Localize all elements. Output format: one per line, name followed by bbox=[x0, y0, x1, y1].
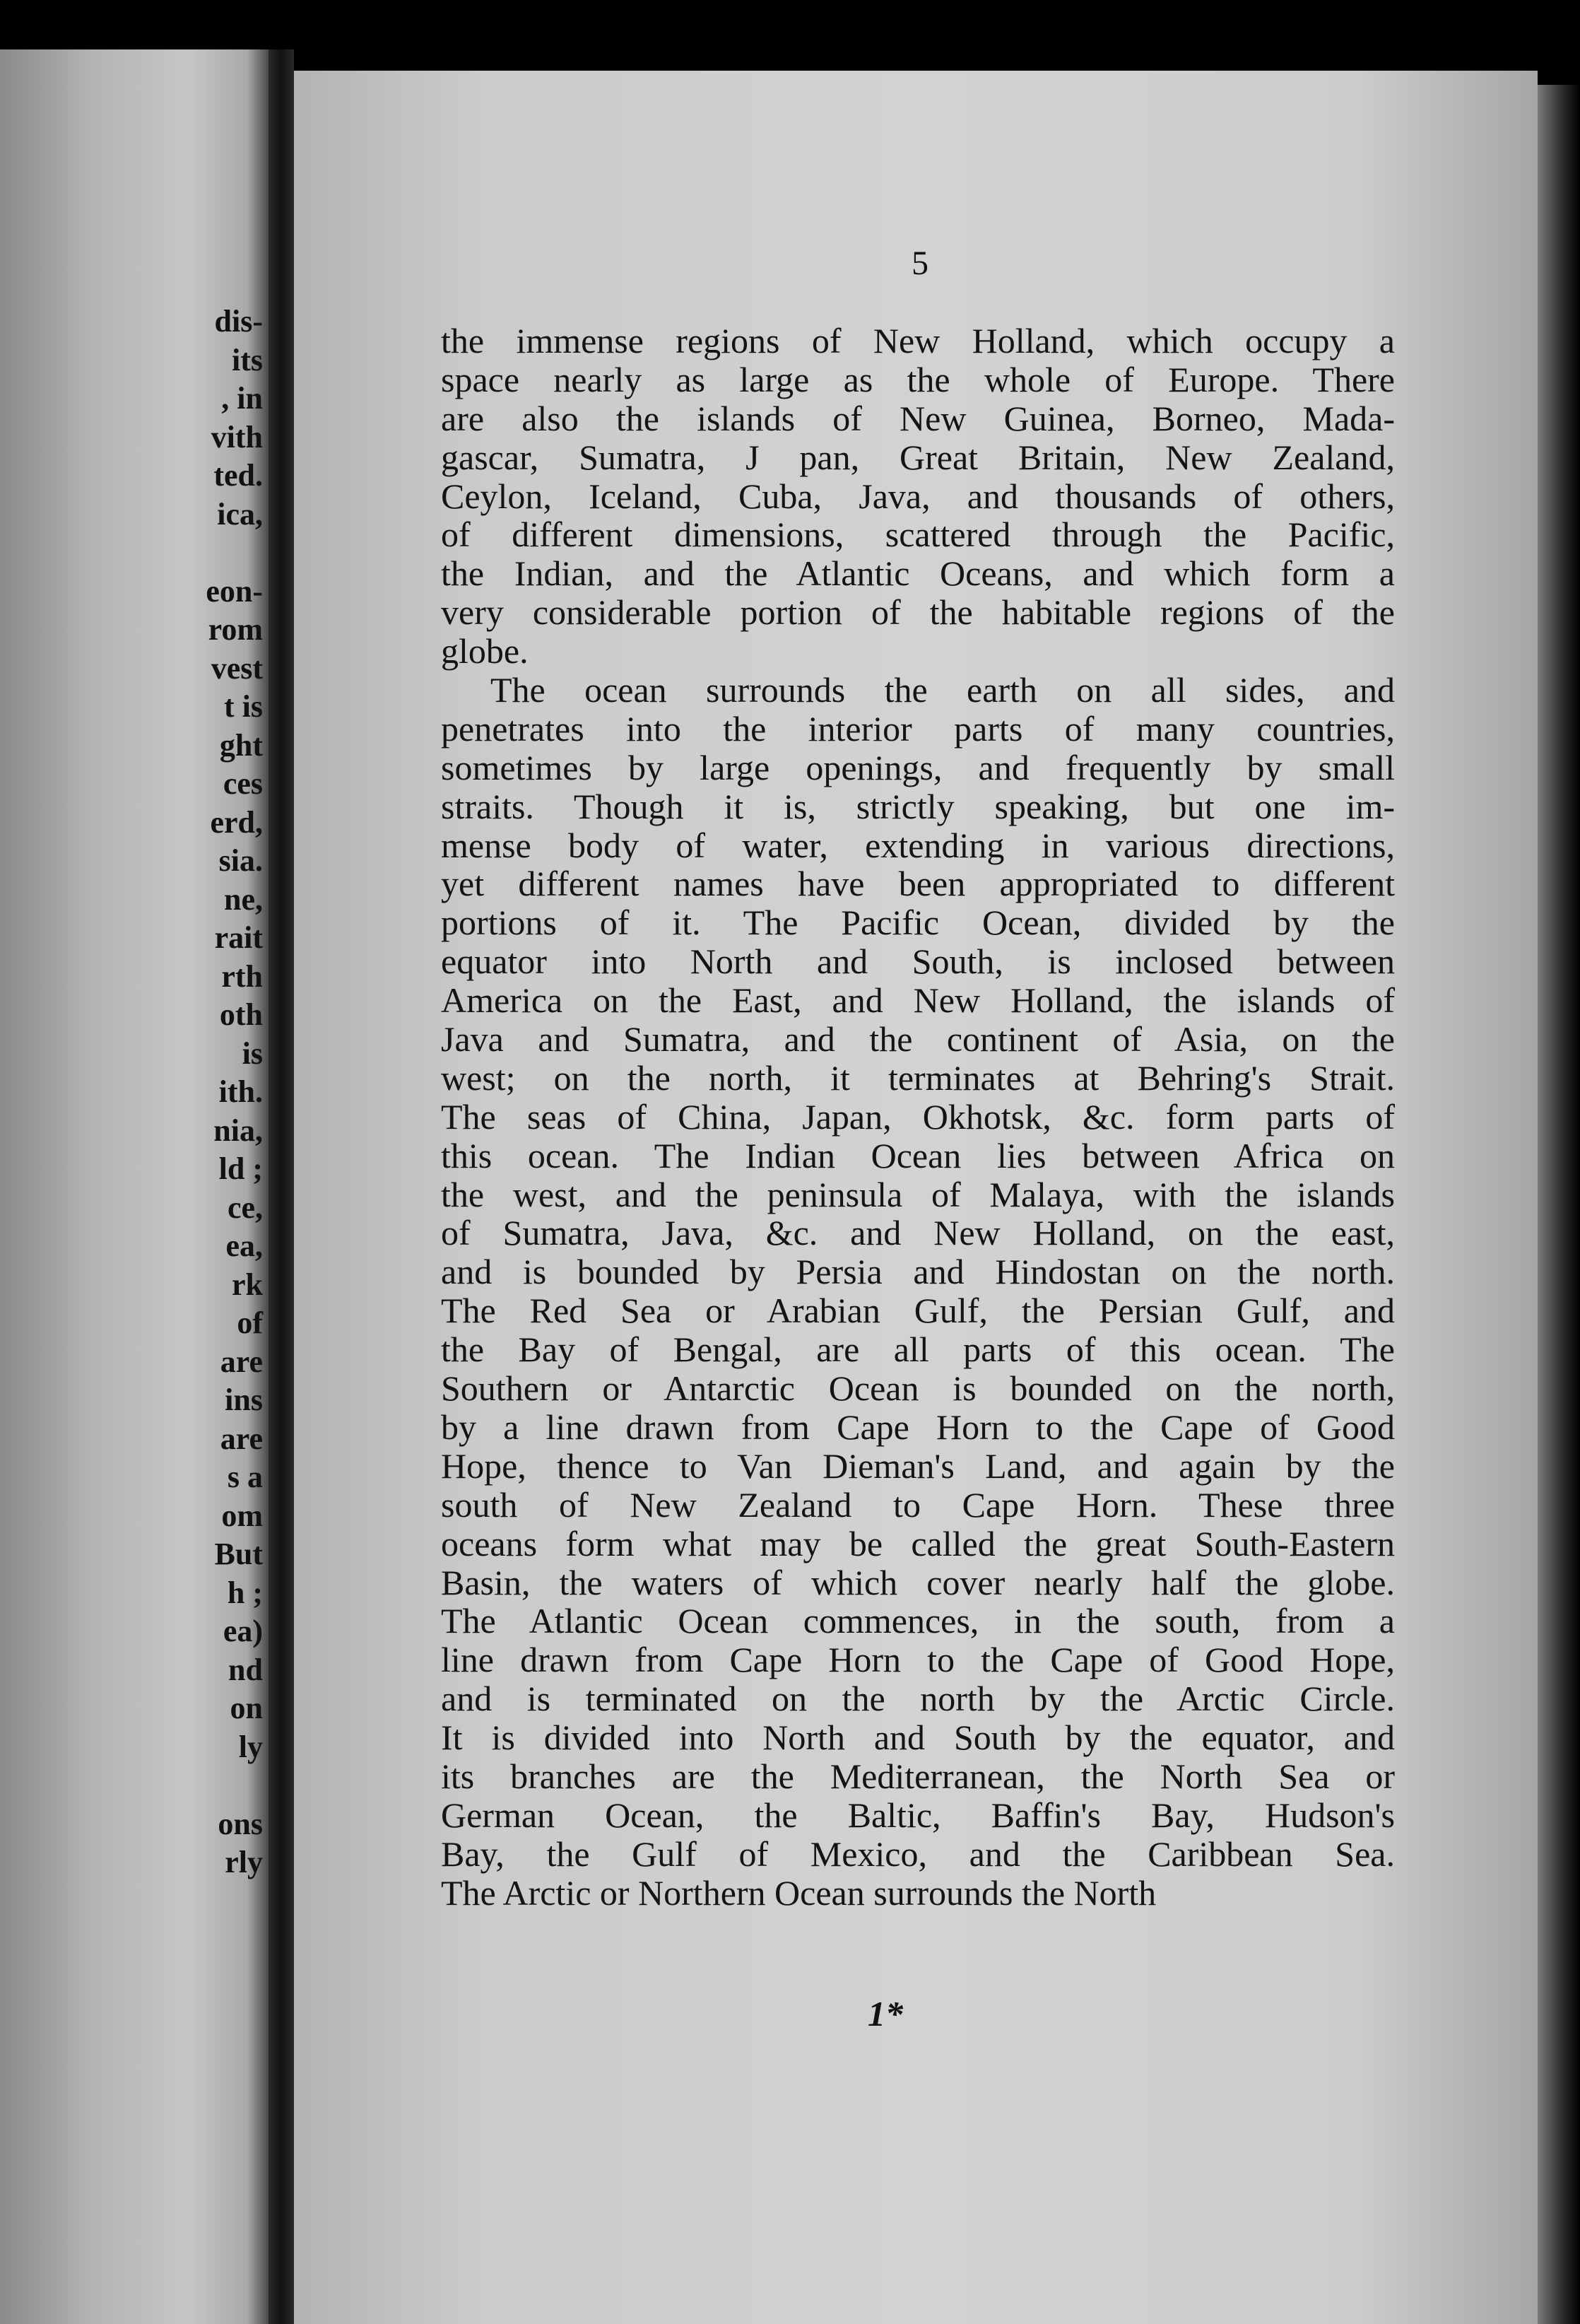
left-fragment: oth bbox=[219, 997, 263, 1032]
left-fragment: s a bbox=[227, 1460, 263, 1494]
text-line: this ocean. The Indian Ocean lies between Africa on bbox=[441, 1135, 1395, 1175]
left-fragment: h ; bbox=[227, 1575, 263, 1610]
text-line: oceans form what may be called the great South-Eastern bbox=[441, 1523, 1395, 1563]
left-fragment: rait bbox=[214, 920, 263, 955]
left-fragment: t is bbox=[224, 689, 263, 724]
left-fragment: om bbox=[221, 1498, 263, 1533]
left-fragment: is bbox=[242, 1035, 263, 1071]
left-fragment: ly bbox=[238, 1729, 263, 1764]
left-fragment: of bbox=[237, 1305, 263, 1340]
page-number: 5 bbox=[912, 245, 928, 282]
text-line: the west, and the peninsula of Malaya, with the islands bbox=[441, 1174, 1395, 1214]
text-line: The seas of China, Japan, Okhotsk, &c. form parts of bbox=[441, 1096, 1395, 1137]
text-line: The Atlantic Ocean commences, in the south, from a bbox=[441, 1601, 1395, 1641]
text-line: by a line drawn from Cape Horn to the Cape of Good bbox=[441, 1407, 1395, 1447]
left-fragment: ces bbox=[223, 766, 263, 801]
text-line: penetrates into the interior parts of many countries, bbox=[441, 708, 1395, 749]
text-line: gascar, Sumatra, J pan, Great Britain, New Zealand, bbox=[441, 437, 1395, 477]
left-fragment: But bbox=[214, 1537, 263, 1571]
text-line: Hope, thence to Van Dieman's Land, and again by the bbox=[441, 1445, 1395, 1486]
left-fragment bbox=[157, 534, 263, 573]
text-line: The Red Sea or Arabian Gulf, the Persian Gulf, and bbox=[441, 1291, 1395, 1331]
text-line: are also the islands of New Guinea, Borneo, Mada- bbox=[441, 398, 1395, 438]
left-fragment: , in bbox=[221, 381, 263, 416]
text-line: It is divided into North and South by the equator, and bbox=[441, 1718, 1395, 1758]
text-line: of different dimensions, scattered through the Pacific, bbox=[441, 515, 1395, 555]
text-line: Ceylon, Iceland, Cuba, Java, and thousands of others, bbox=[441, 476, 1395, 516]
left-fragment: rly bbox=[225, 1845, 263, 1879]
text-line: Java and Sumatra, and the continent of Asia, on the bbox=[441, 1019, 1395, 1060]
left-fragment: ne, bbox=[224, 881, 263, 917]
left-fragment: rk bbox=[232, 1267, 263, 1302]
left-fragment: its bbox=[232, 342, 263, 377]
left-fragment: are bbox=[220, 1344, 263, 1379]
left-fragment: sia. bbox=[218, 843, 263, 878]
left-fragment: erd, bbox=[210, 804, 263, 840]
text-line: America on the East, and New Holland, the islands of bbox=[441, 980, 1395, 1021]
left-fragment: ins bbox=[225, 1383, 263, 1417]
text-line: Basin, the waters of which cover nearly half the globe. bbox=[441, 1562, 1395, 1602]
left-fragment: ea, bbox=[225, 1228, 263, 1263]
text-line: sometimes by large openings, and frequently by small bbox=[441, 747, 1395, 787]
text-line: south of New Zealand to Cape Horn. These three bbox=[441, 1484, 1395, 1525]
text-line: globe. bbox=[441, 631, 529, 671]
signature-mark: 1* bbox=[868, 1994, 903, 2034]
left-fragment: nia, bbox=[213, 1113, 263, 1148]
left-fragment: ons bbox=[218, 1806, 263, 1841]
left-fragment: rth bbox=[221, 958, 263, 994]
text-line: line drawn from Cape Horn to the Cape of Good Hope, bbox=[441, 1640, 1395, 1680]
text-line: the Bay of Bengal, are all parts of this ocean. The bbox=[441, 1330, 1395, 1370]
text-line: The ocean surrounds the earth on all sides, and bbox=[490, 670, 1395, 710]
left-fragment: ith. bbox=[218, 1074, 263, 1109]
text-line: Southern or Antarctic Ocean is bounded on the north, bbox=[441, 1368, 1395, 1409]
left-fragment: rom bbox=[208, 612, 263, 647]
text-line: the immense regions of New Holland, which occupy a bbox=[441, 321, 1395, 360]
text-line: the Indian, and the Atlantic Oceans, and which form a bbox=[441, 553, 1395, 594]
left-fragment: ce, bbox=[227, 1190, 263, 1225]
text-line: German Ocean, the Baltic, Baffin's Bay, Hudson's bbox=[441, 1795, 1395, 1835]
left-fragment: dis- bbox=[214, 304, 263, 339]
book-gutter bbox=[269, 49, 294, 2324]
text-line: mense body of water, extending in various directions, bbox=[441, 825, 1395, 865]
left-fragment: vith bbox=[211, 419, 263, 454]
left-fragment: nd bbox=[228, 1652, 263, 1687]
text-line: equator into North and South, is inclosed between bbox=[441, 941, 1395, 982]
left-fragment: ld ; bbox=[218, 1151, 263, 1186]
left-fragment: ea) bbox=[223, 1614, 263, 1648]
text-line: its branches are the Mediterranean, the North Sea or bbox=[441, 1756, 1395, 1796]
text-line: west; on the north, it terminates at Behring's Strait. bbox=[441, 1057, 1395, 1098]
left-fragment: ica, bbox=[217, 496, 263, 532]
text-line: straits. Though it is, strictly speaking, but one im- bbox=[441, 786, 1395, 826]
left-page bbox=[0, 49, 269, 2324]
left-fragment: vest bbox=[211, 650, 263, 686]
left-fragment: eon- bbox=[206, 573, 263, 609]
text-line: and is bounded by Persia and Hindostan on the north. bbox=[441, 1252, 1395, 1292]
text-line: yet different names have been appropriated to different bbox=[441, 864, 1395, 904]
text-line: of Sumatra, Java, &c. and New Holland, on the east, bbox=[441, 1213, 1395, 1253]
page-edge-shadow bbox=[1538, 85, 1580, 2324]
text-line: portions of it. The Pacific Ocean, divided by the bbox=[441, 903, 1395, 943]
left-fragment: ght bbox=[219, 727, 263, 763]
text-line: and is terminated on the north by the Arctic Circle. bbox=[441, 1679, 1395, 1719]
left-fragment: ted. bbox=[213, 458, 263, 493]
text-line: Bay, the Gulf of Mexico, and the Caribbean Sea. bbox=[441, 1833, 1395, 1874]
text-line: very considerable portion of the habitable regions of the bbox=[441, 592, 1395, 633]
left-page-text-fragments bbox=[157, 303, 263, 1882]
body-text bbox=[441, 322, 1395, 1913]
left-fragment: are bbox=[220, 1421, 263, 1456]
text-line: The Arctic or Northern Ocean surrounds the North bbox=[441, 1872, 1157, 1913]
left-fragment: on bbox=[230, 1691, 263, 1725]
left-fragment bbox=[157, 1766, 263, 1805]
text-line: space nearly as large as the whole of Europe. There bbox=[441, 359, 1395, 399]
